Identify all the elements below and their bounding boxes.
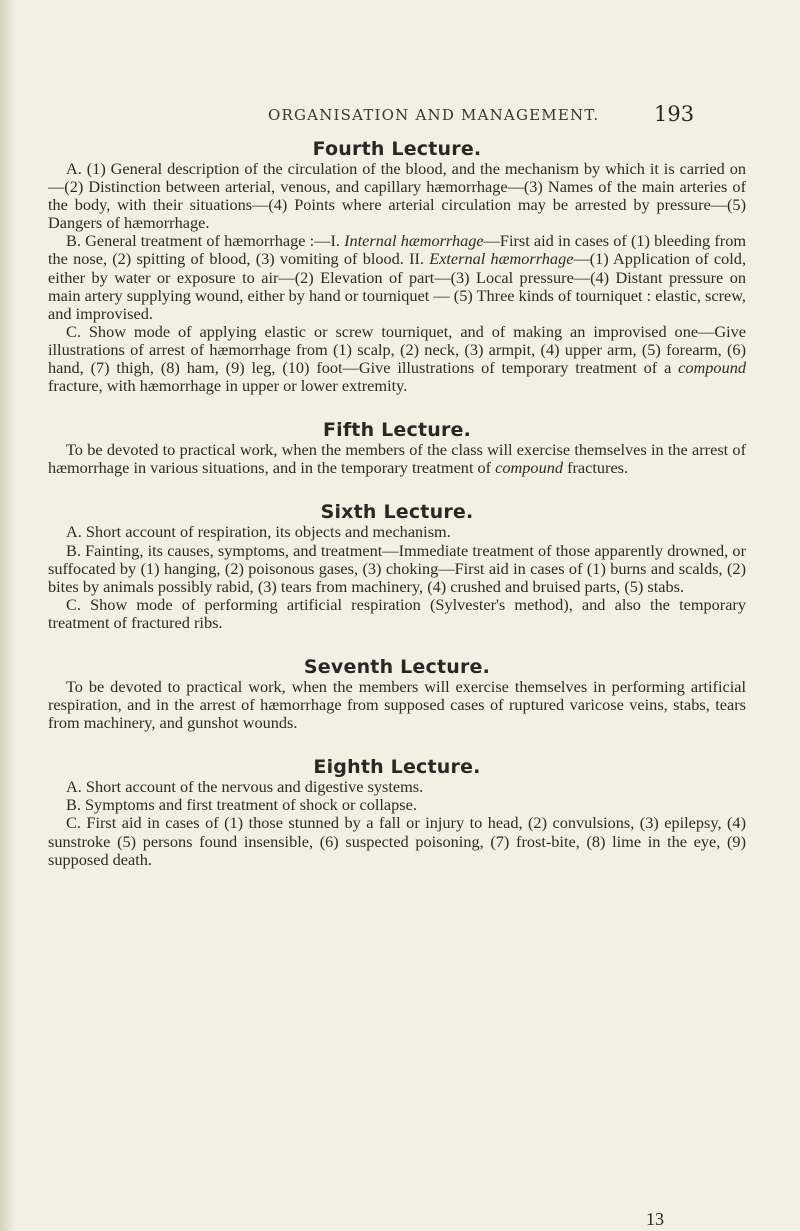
lecture-paragraph	[48, 160, 746, 232]
text-run: To be devoted to practical work, when the members will exercise themselves in performing artificial respiration, and in the arrest of hæmorrhage from supposed cases of ruptured varicose veins, stabs, tears from machinery, and gunshot wounds.	[48, 676, 746, 733]
text-run: —(1) Application of cold, either by water or exposure to air—(2) Elevation of part—(3) Local pressure—(4) Distant pressure on main artery supplying wound, either by hand or tourniquet — (5) Three kinds of tourniquet : elastic, screw, and improvised.	[48, 249, 747, 323]
lecture-heading: Fourth Lecture.	[312, 138, 482, 160]
lecture-heading: Fifth Lecture.	[322, 419, 472, 442]
text-run: —First aid in cases of (1) bleeding from the nose, (2) spitting of blood, (3) vomiting of blood. II.	[48, 231, 746, 269]
text-run: C. First aid in cases of (1) those stunned by a fall or injury to head, (2) convulsions, (3) epilepsy, (4) sunstroke (5) persons found insensible, (6) suspected poisoning, (7) frost-bite, (8) lime in the eye, (9) supposed death.	[48, 813, 746, 869]
running-head-title: ORGANISATION AND MANAGEMENT.	[268, 106, 600, 124]
page-body	[48, 138, 746, 869]
sixth-lecture-section	[48, 501, 746, 632]
text-run: A. Short account of the nervous and digestive systems.	[66, 777, 424, 797]
text-run: C. Show mode of performing artificial respiration (Sylvester's method), and also the temporary treatment of fractured ribs.	[48, 594, 746, 632]
lecture-paragraph	[48, 778, 746, 796]
lecture-heading: Eighth Lecture.	[313, 756, 481, 779]
text-run: fractures.	[563, 458, 629, 478]
text-run: B. General treatment of hæmorrhage :—I.	[66, 231, 345, 251]
italic-term: Internal hæmorrhage	[344, 231, 484, 251]
lecture-paragraph	[48, 323, 746, 395]
italic-term: compound	[678, 358, 746, 378]
text-run: A. Short account of respiration, its objects and mechanism.	[66, 522, 451, 542]
lecture-paragraph	[48, 796, 746, 814]
lecture-heading: Seventh Lecture.	[303, 655, 491, 678]
fifth-lecture-section	[48, 419, 746, 477]
text-run: To be devoted to practical work, when the members of the class will exercise themselves in the arrest of hæmorrhage in various situations, and in the temporary treatment of	[48, 440, 746, 478]
lecture-paragraph	[48, 523, 746, 541]
seventh-lecture-section	[48, 656, 746, 732]
page-gutter-shadow	[0, 0, 16, 1231]
running-head	[0, 104, 800, 128]
lecture-heading: Sixth Lecture.	[320, 501, 474, 524]
lecture-paragraph	[48, 232, 746, 322]
page-number: 193	[654, 102, 695, 126]
fourth-lecture-section	[48, 138, 746, 395]
text-run: fracture, with hæmorrhage in upper or lower extremity.	[48, 376, 408, 396]
text-run: A. (1) General description of the circulation of the blood, and the mechanism by which it is carried on—(2) Distinction between arterial, venous, and capillary hæmorrhage—(3) Names of the main arteries of the body, with their situations—(4) Points where arterial circulation may be arrested by pressure—(5) Dangers of hæmorrhage.	[48, 159, 746, 233]
eighth-lecture-section	[48, 756, 746, 868]
lecture-paragraph	[48, 678, 746, 732]
lecture-paragraph	[48, 441, 746, 477]
lecture-paragraph	[48, 596, 746, 632]
text-run: C. Show mode of applying elastic or screw tourniquet, and of making an improvised one—Give illustrations of arrest of hæmorrhage from (1) scalp, (2) neck, (3) armpit, (4) upper arm, (5) forearm, (6) hand, (7) thigh, (8) ham, (9) leg, (10) foot—Give illustrations of temporary treatment of a	[48, 321, 746, 378]
signature-mark: 13	[646, 1209, 664, 1229]
italic-term: External hæmorrhage	[429, 249, 574, 269]
lecture-paragraph	[48, 814, 746, 868]
lecture-paragraph	[48, 542, 746, 596]
text-run: B. Fainting, its causes, symptoms, and treatment—Immediate treatment of those apparently drowned, or suffocated by (1) hanging, (2) poisonous gases, (3) choking—First aid in cases of (1) burns and scalds, (2) bites by animals possibly rabid, (3) tears from machinery, (4) crushed and bruised parts, (5) stabs.	[48, 540, 746, 596]
text-run: B. Symptoms and first treatment of shock or collapse.	[66, 795, 417, 815]
italic-term: compound	[495, 458, 563, 478]
